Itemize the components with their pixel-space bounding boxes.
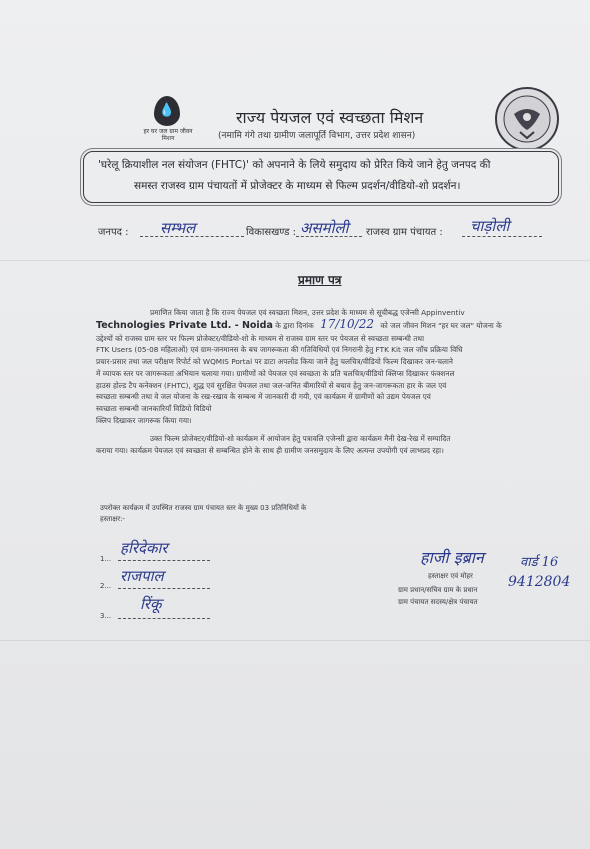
up-government-seal <box>494 86 560 152</box>
signature-line <box>118 618 210 619</box>
attendees-note: उपरोक्त कार्यक्रम में उपस्थित राजस्व ग्राम पंचायत स्तर के मुख्य 03 प्रतिनिधियों के <box>100 504 307 512</box>
body-line: हाउस होल्ड टैप कनेक्शन (FHTC), शुद्ध एवं सुरक्षित पेयजल तथा जल-जनित बीमारियों से बचाव हेतु जन-जागरूकता हार के जल एवं <box>96 381 447 390</box>
banner-line-1: 'घरेलू क्रियाशील नल संयोजन (FHTC)' को अपनाने के लिये समुदाय को प्रेरित किये जाने हेतु जनपद की <box>98 159 491 171</box>
body-line: स्वच्छता सम्बन्धी तथा वे जल योजना के रख-रखाव के सम्बन्ध में जानकारी दी गयी, एवं कार्यक्रम में ग्रामीणों को उद्यम पेयजल एवं <box>96 392 431 401</box>
designation-line: ग्राम पंचायत सदस्य/क्षेत्र पंचायत <box>398 598 478 606</box>
body-line: स्वच्छता सम्बन्धी जानकारियाँ विडियो विडियो <box>96 404 212 413</box>
body-line: Technologies Private Ltd. - Noida के द्वारा दिनांक 17/10/22 को जल जीवन मिशन "हर घर जल" योजना के <box>96 317 502 331</box>
pradhan-ward: वार्ड 16 <box>520 555 559 570</box>
panchayat-label: राजस्व ग्राम पंचायत : <box>366 227 443 238</box>
pradhan-mobile: 9412804 <box>508 574 571 590</box>
body-line: FTK Users (05-08 महिलाओं) एवं ग्राम-जनमानस के बच जागरूकता की गतिविधियों एवं निगरानी हेतु FTK Kit जल जाँच प्रक्रिया विधि <box>96 345 463 354</box>
signature-2: राजपाल <box>120 567 164 585</box>
body-line: प्रमाणित किया जाता है कि राज्य पेयजल एवं स्वच्छता मिशन, उत्तर प्रदेश के माध्यम से सूचीबद्ध एजेन्सी Appinventiv <box>150 308 465 317</box>
body-line: कराया गया। कार्यक्रम पेयजल एवं स्वच्छता से सम्बन्धित होने के साथ ही ग्रामीण जनसमुदाय के लिए अत्यन्त उपयोगी एवं लाभप्रद रहा। <box>96 446 444 455</box>
paper-fold <box>0 260 590 261</box>
block-underline <box>296 236 362 237</box>
seal-label: हस्ताक्षर एवं मोहर <box>428 572 473 580</box>
paper-fold <box>0 640 590 641</box>
mission-subtitle: (नमामि गंगे तथा ग्रामीण जलापूर्ति विभाग, उत्तर प्रदेश शासन) <box>218 131 416 141</box>
signature-line <box>118 560 210 561</box>
block-value: असमोली <box>300 219 349 237</box>
signature-number: 3... <box>100 612 112 620</box>
signature-line <box>118 588 210 589</box>
designation-line: ग्राम प्रधान/सचिव ग्राम के प्रधान <box>398 586 478 594</box>
body-line: प्रचार-प्रसार तथा जल परीक्षण रिपोर्ट को WQMIS Portal पर डाटा अपलोड किया जाने हेतु चलचित्र/वीडियो फिल्म दिखाकर जन-चलाने <box>96 357 453 366</box>
district-underline <box>140 236 244 237</box>
program-date: 17/10/22 <box>320 317 374 331</box>
block-label: विकासखण्ड : <box>246 227 297 238</box>
jjm-logo: 💧 हर घर जल ग्राम जीवन मिशन <box>140 96 196 154</box>
body-line: उद्देश्यों को राजस्व ग्राम स्तर पर फिल्म प्रोजेक्टर/वीडियो-शो के माध्यम से राजस्व ग्राम स्तर पर पेयजल से स्वच्छता सम्बन्धी तथा <box>96 334 424 343</box>
body-line: में व्यापक स्तर पर जागरूकता अभियान चलाया गया। ग्रामीणों को पेयजल एवं स्वच्छता के प्रति चलचित्र/वीडियो क्लिप्स दिखाकर फंक्शनल <box>96 369 455 378</box>
district-label: जनपद : <box>98 227 129 238</box>
document-title: प्रमाण पत्र <box>298 273 342 287</box>
body-line: उक्त फिल्म प्रोजेक्टर/वीडियो-शो कार्यक्रम में आयोजन हेतु पत्रावलि एजेन्सी द्वारा कार्यक्रम मैनी देख-रेख में सम्पादित <box>150 434 451 443</box>
agency-name: Technologies Private Ltd. - Noida <box>96 320 273 331</box>
signature-1: हरिदेकार <box>120 539 168 557</box>
banner-line-2: समस्त राजस्व ग्राम पंचायतों में प्रोजेक्टर के माध्यम से फिल्म प्रदर्शन/वीडियो-शो प्रदर्शन। <box>134 180 461 192</box>
signature-number: 1... <box>100 555 112 563</box>
signature-number: 2... <box>100 582 112 590</box>
body-line: क्लिप दिखाकर जागरूक किया गया। <box>96 416 192 425</box>
program-banner <box>83 151 559 203</box>
panchayat-underline <box>462 236 542 237</box>
mission-title: राज्य पेयजल एवं स्वच्छता मिशन <box>236 108 424 127</box>
attendees-note: हस्ताक्षर:- <box>100 515 126 523</box>
logo-tagline: हर घर जल ग्राम जीवन मिशन <box>143 128 193 142</box>
pradhan-signature: हाजी इब्रान <box>420 548 484 567</box>
panchayat-value: चाड़ोली <box>470 217 510 235</box>
signature-3: रिंकू <box>140 595 162 613</box>
district-value: सम्भल <box>160 219 196 237</box>
